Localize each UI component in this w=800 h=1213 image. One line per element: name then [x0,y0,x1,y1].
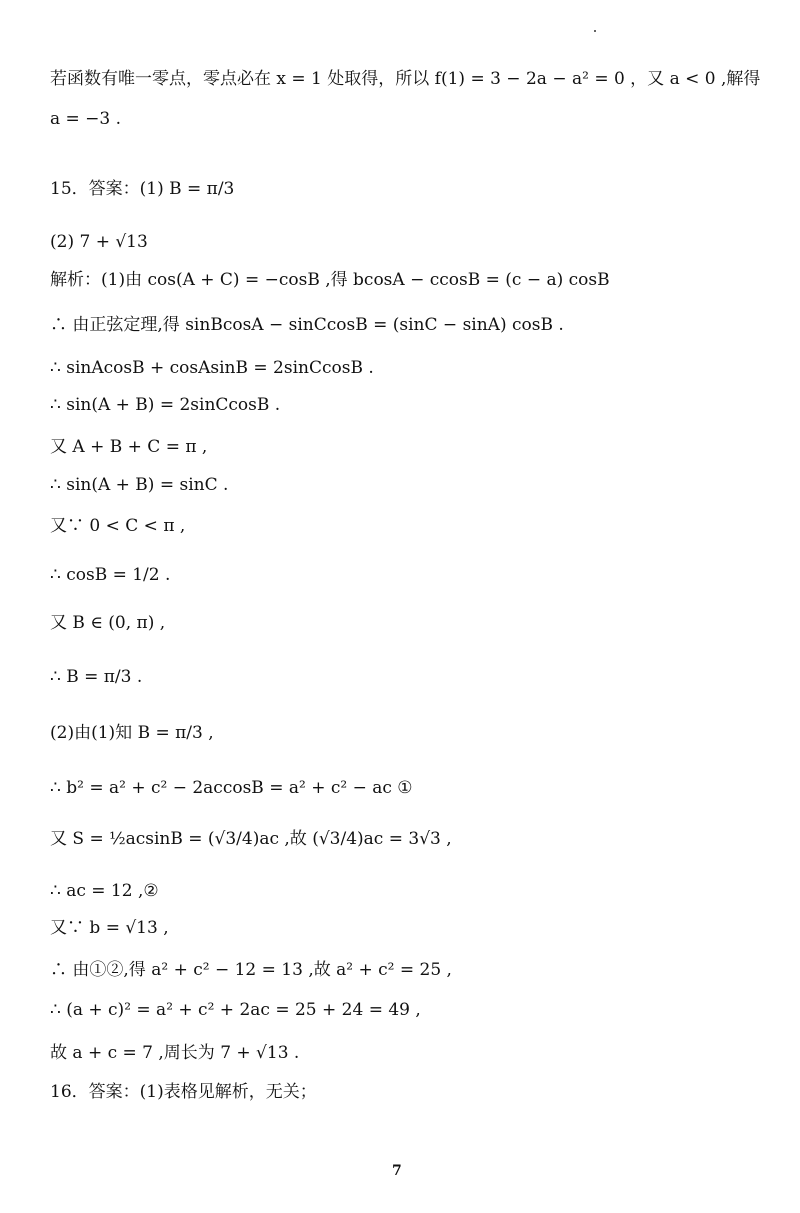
text-line-3: 15．答案：(1) B = π/3 [50,179,235,199]
text-line-13: 又 B ∈ (0, π) , [50,613,166,633]
text-line-10: ∴ sin(A + B) = sinC . [50,475,229,495]
text-line-4: (2) 7 + √13 [50,232,148,252]
text-line-23: 16．答案：(1)表格见解析，无关； [50,1082,317,1102]
text-line-1: 若函数有唯一零点，零点必在 x = 1 处取得，所以 f(1) = 3 − 2a − a² = 0 ，又 a < 0 ,解得 [50,69,761,89]
text-line-19: 又∵ b = √13 , [50,918,169,938]
text-line-5: 解析：(1)由 cos(A + C) = −cosB ,得 bcosA − ccosB = (c − a) cosB [50,270,610,290]
scan-dot [594,30,596,32]
text-line-17: 又 S = ½acsinB = (√3/4)ac ,故 (√3/4)ac = 3√3 , [50,829,452,849]
page-number: 7 [392,1163,402,1179]
text-line-8: ∴ sin(A + B) = 2sinCcosB . [50,395,281,415]
text-line-15: (2)由(1)知 B = π/3 , [50,723,214,743]
text-line-16: ∴ b² = a² + c² − 2accosB = a² + c² − ac ① [50,778,413,798]
text-line-21: ∴ (a + c)² = a² + c² + 2ac = 25 + 24 = 49 , [50,1000,421,1020]
text-line-18: ∴ ac = 12 ,② [50,881,159,901]
text-line-11: 又∵ 0 < C < π , [50,516,186,536]
text-line-9: 又 A + B + C = π , [50,437,208,457]
text-line-14: ∴ B = π/3 . [50,667,143,687]
text-line-12: ∴ cosB = 1/2 . [50,565,171,585]
text-line-20: ∴ 由①②,得 a² + c² − 12 = 13 ,故 a² + c² = 25 , [50,960,452,980]
text-line-22: 故 a + c = 7 ,周长为 7 + √13 . [50,1043,300,1063]
text-line-2: a = −3 . [50,109,122,129]
text-line-6: ∴ 由正弦定理,得 sinBcosA − sinCcosB = (sinC − sinA) cosB . [50,315,564,335]
text-line-7: ∴ sinAcosB + cosAsinB = 2sinCcosB . [50,358,374,378]
